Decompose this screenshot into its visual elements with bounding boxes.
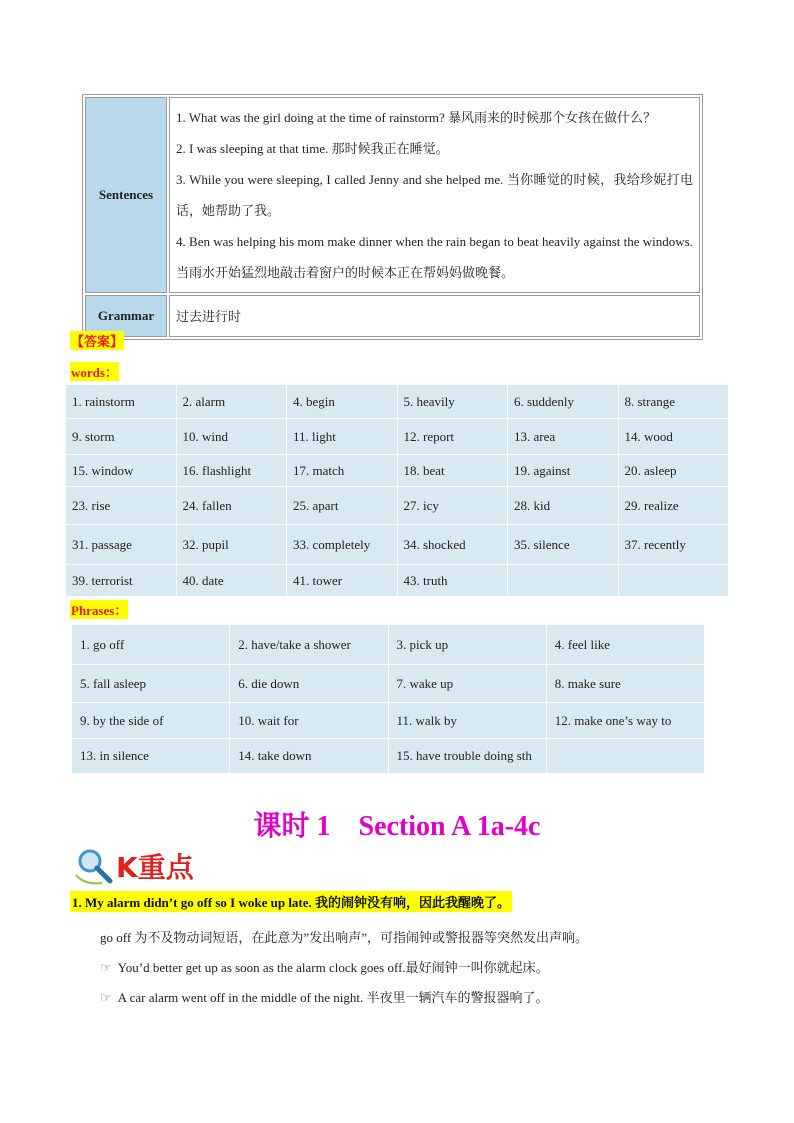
word-cell: 33. completely: [287, 525, 398, 565]
word-cell: 16. flashlight: [177, 455, 288, 487]
pointing-hand-icon: ☞: [100, 960, 112, 975]
phrase-cell: 9. by the side of: [72, 703, 230, 739]
word-cell: 1. rainstorm: [66, 385, 177, 419]
phrase-cell: 8. make sure: [547, 665, 705, 703]
word-cell: [619, 565, 730, 597]
word-cell: 10. wind: [177, 419, 288, 455]
sentence-item: 1. What was the girl doing at the time of rainstorm? 暴风雨来的时候那个女孩在做什么？: [176, 110, 656, 125]
phrase-cell: 15. have trouble doing sth: [389, 739, 547, 774]
word-cell: 13. area: [508, 419, 619, 455]
word-cell: 17. match: [287, 455, 398, 487]
phrases-grid: [72, 625, 705, 774]
word-cell: [508, 565, 619, 597]
phrases-tag: Phrases：: [70, 600, 128, 619]
word-cell: 6. suddenly: [508, 385, 619, 419]
phrase-cell: 2. have/take a shower: [230, 625, 388, 665]
word-cell: 29. realize: [619, 487, 730, 525]
magnifier-key-point-icon: [72, 845, 212, 887]
word-cell: 39. terrorist: [66, 565, 177, 597]
sentence-item: 4. Ben was helping his mom make dinner when the rain began to beat heavily against the windows. 当雨水开始猛烈地敲击着窗户的时候本正在帮妈妈做晚餐。: [176, 234, 693, 280]
word-cell: 35. silence: [508, 525, 619, 565]
sentences-grammar-table: [82, 94, 703, 340]
grammar-value: 过去进行时: [169, 295, 700, 337]
words-tag: words：: [70, 362, 119, 381]
word-cell: 25. apart: [287, 487, 398, 525]
sentence-item: 2. I was sleeping at that time. 那时候我正在睡觉。: [176, 141, 449, 156]
word-cell: 8. strange: [619, 385, 730, 419]
word-cell: 28. kid: [508, 487, 619, 525]
word-cell: 11. light: [287, 419, 398, 455]
word-cell: 12. report: [398, 419, 509, 455]
word-cell: 20. asleep: [619, 455, 730, 487]
word-cell: 9. storm: [66, 419, 177, 455]
k-icon-text: K重点: [116, 851, 194, 884]
phrase-cell: 10. wait for: [230, 703, 388, 739]
word-cell: 18. beat: [398, 455, 509, 487]
word-cell: 37. recently: [619, 525, 730, 565]
word-cell: 19. against: [508, 455, 619, 487]
word-cell: 41. tower: [287, 565, 398, 597]
phrase-cell: 6. die down: [230, 665, 388, 703]
phrase-cell: 1. go off: [72, 625, 230, 665]
grammar-label: Grammar: [85, 295, 167, 337]
pointing-hand-icon: ☞: [100, 990, 112, 1005]
lesson-title: 课时 1 Section A 1a-4c: [253, 811, 541, 842]
answer-tag: 【答案】: [70, 331, 124, 350]
word-cell: 5. heavily: [398, 385, 509, 419]
grammar-row: [85, 295, 700, 337]
explanation-text: go off 为不及物动词短语，在此意为”发出响声”，可指闹钟或警报器等突然发出声响。: [100, 930, 588, 945]
example-text: You’d better get up as soon as the alarm clock goes off.最好闹钟一叫你就起床。: [117, 960, 549, 975]
sentences-content: [169, 97, 700, 293]
word-cell: 24. fallen: [177, 487, 288, 525]
phrase-cell: 3. pick up: [389, 625, 547, 665]
example-sentence: [100, 957, 549, 976]
phrase-cell: 4. feel like: [547, 625, 705, 665]
phrase-cell: [547, 739, 705, 774]
phrase-cell: 13. in silence: [72, 739, 230, 774]
word-cell: 27. icy: [398, 487, 509, 525]
phrase-cell: 5. fall asleep: [72, 665, 230, 703]
words-grid: [66, 385, 729, 597]
word-cell: 43. truth: [398, 565, 509, 597]
sentence-item: 3. While you were sleeping, I called Jenny and she helped me. 当你睡觉的时候，我给珍妮打电话，她帮助了我。: [176, 172, 693, 218]
word-cell: 32. pupil: [177, 525, 288, 565]
word-cell: 2. alarm: [177, 385, 288, 419]
key-point-title: 1. My alarm didn’t go off so I woke up late. 我的闹钟没有响，因此我醒晚了。: [70, 891, 512, 912]
phrase-cell: 12. make one’s way to: [547, 703, 705, 739]
word-cell: 23. rise: [66, 487, 177, 525]
word-cell: 34. shocked: [398, 525, 509, 565]
example-text: A car alarm went off in the middle of the night. 半夜里一辆汽车的警报器响了。: [117, 990, 549, 1005]
phrase-cell: 7. wake up: [389, 665, 547, 703]
example-sentence: [100, 987, 549, 1006]
word-cell: 15. window: [66, 455, 177, 487]
word-cell: 14. wood: [619, 419, 730, 455]
sentences-row: [85, 97, 700, 293]
word-cell: 31. passage: [66, 525, 177, 565]
word-cell: 40. date: [177, 565, 288, 597]
phrase-cell: 14. take down: [230, 739, 388, 774]
sentences-label: Sentences: [85, 97, 167, 293]
phrase-cell: 11. walk by: [389, 703, 547, 739]
word-cell: 4. begin: [287, 385, 398, 419]
